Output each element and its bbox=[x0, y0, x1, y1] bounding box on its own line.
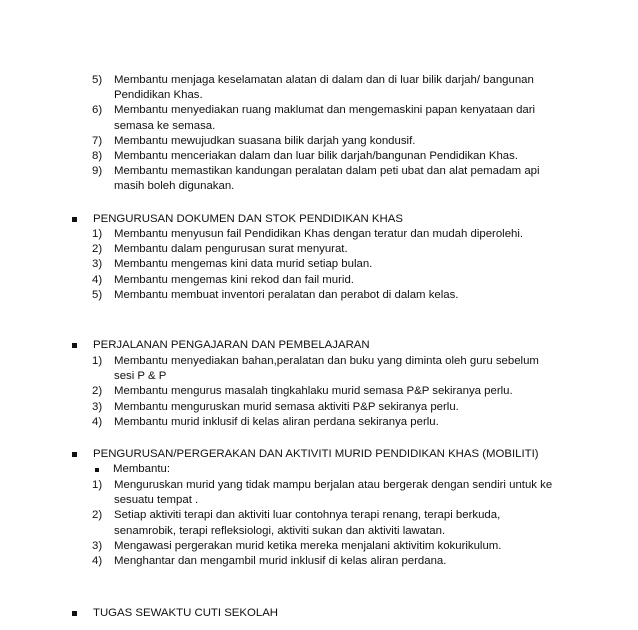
list-text: Membantu menyusun fail Pendidikan Khas dengan teratur dan mudah diperolehi. bbox=[114, 228, 524, 240]
list-number: 4) bbox=[92, 273, 103, 286]
section-mobiliti-heading bbox=[72, 447, 572, 477]
list-item bbox=[92, 554, 562, 569]
list-number: 2) bbox=[92, 385, 103, 398]
list-item bbox=[92, 288, 562, 303]
list-number: 3) bbox=[92, 258, 103, 271]
list-item bbox=[92, 415, 562, 430]
section-heading: PENGURUSAN DOKUMEN DAN STOK PENDIDIKAN KHAS bbox=[93, 213, 403, 225]
list-text: Menguruskan murid yang tidak mampu berjalan atau bergerak dengan sendiri untuk ke sesuatu tempat . bbox=[114, 479, 553, 507]
list-text: Membantu membuat inventori peralatan dan perabot di dalam kelas. bbox=[114, 288, 459, 301]
list-number: 5) bbox=[92, 288, 103, 301]
list-text: Setiap aktiviti terapi dan aktiviti luar contohnya terapi renang, terapi berkuda, senamrobik, terapi refleksiologi, aktiviti sukan dan aktiviti lawatan. bbox=[114, 509, 501, 537]
list-text: Membantu menyediakan bahan,peralatan dan buku yang diminta oleh guru sebelum sesi P & P bbox=[114, 355, 539, 383]
list-text: Membantu murid inklusif di kelas aliran perdana sekiranya perlu. bbox=[114, 415, 439, 428]
list-number: 2) bbox=[92, 243, 103, 256]
list-item bbox=[92, 400, 562, 415]
list-text: Membantu mengemas kini data murid setiap bulan. bbox=[114, 258, 373, 271]
bullet-icon bbox=[72, 217, 77, 222]
bullet-icon bbox=[72, 611, 77, 616]
section-dokumen-list bbox=[92, 227, 562, 303]
list-number: 3) bbox=[92, 400, 103, 413]
list-item bbox=[92, 508, 562, 538]
list-item bbox=[92, 384, 562, 399]
list-text: Mengawasi pergerakan murid ketika mereka menjalani aktivitim kokurikulum. bbox=[114, 539, 502, 552]
section-dokumen-heading bbox=[72, 212, 572, 227]
list-item bbox=[92, 242, 562, 257]
list-text: Membantu menyediakan ruang maklumat dan mengemaskini papan kenyataan dari semasa ke semasa. bbox=[114, 104, 536, 132]
list-number: 1) bbox=[92, 479, 103, 491]
list-text: Membantu mengurus masalah tingkahlaku murid semasa P&P sekiranya perlu. bbox=[114, 385, 513, 398]
list-number: 4) bbox=[92, 555, 103, 568]
section-cuti-heading bbox=[72, 606, 572, 621]
section-pengajaran-heading bbox=[72, 338, 572, 353]
list-item bbox=[92, 73, 562, 103]
section-heading: TUGAS SEWAKTU CUTI SEKOLAH bbox=[93, 607, 279, 619]
section-pengajaran-list bbox=[92, 354, 562, 430]
list-text: Membantu menceriakan dalam dan luar bilik darjah/bangunan Pendidikan Khas. bbox=[114, 150, 518, 163]
list-item bbox=[92, 149, 562, 164]
bullet-icon bbox=[72, 343, 77, 348]
section-heading: PERJALANAN PENGAJARAN DAN PEMBELAJARAN bbox=[93, 339, 370, 351]
list-item bbox=[92, 273, 562, 288]
list-item bbox=[92, 103, 562, 133]
list-item bbox=[92, 478, 562, 508]
sub-bullet-icon bbox=[95, 468, 99, 472]
list-text: Membantu dalam pengurusan surat menyurat. bbox=[114, 243, 348, 256]
section-heading: PENGURUSAN/PERGERAKAN DAN AKTIVITI MURID PENDIDIKAN KHAS (MOBILITI) bbox=[93, 448, 539, 460]
list-text: Membantu mewujudkan suasana bilik darjah yang kondusif. bbox=[114, 134, 416, 147]
list-number: 9) bbox=[92, 165, 103, 178]
list-text: Membantu menguruskan murid semasa aktiviti P&P sekiranya perlu. bbox=[114, 400, 459, 413]
section-mobiliti-list bbox=[92, 478, 562, 569]
list-number: 1) bbox=[92, 228, 103, 240]
list-text: Membantu menjaga keselamatan alatan di dalam dan di luar bilik darjah/ bangunan Pendidikan Khas. bbox=[114, 74, 534, 102]
bullet-icon bbox=[72, 452, 77, 457]
list-number: 7) bbox=[92, 134, 103, 147]
list-number: 2) bbox=[92, 509, 103, 522]
list-item bbox=[92, 164, 562, 194]
list-number: 1) bbox=[92, 355, 103, 367]
list-text: Membantu memastikan kandungan peralatan dalam peti ubat dan alat pemadam api masih boleh digunakan. bbox=[114, 165, 540, 193]
list-item bbox=[92, 354, 562, 384]
list-item bbox=[92, 134, 562, 149]
list-number: 6) bbox=[92, 104, 103, 117]
list-item bbox=[92, 227, 562, 242]
list-continued bbox=[92, 73, 562, 195]
list-text: Menghantar dan mengambil murid inklusif di kelas aliran perdana. bbox=[114, 555, 447, 568]
list-item bbox=[92, 539, 562, 554]
list-text: Membantu mengemas kini rekod dan fail murid. bbox=[114, 273, 354, 286]
sub-bullet-item bbox=[92, 462, 572, 477]
list-number: 5) bbox=[92, 74, 103, 86]
list-item bbox=[92, 257, 562, 272]
sub-bullet-text: Membantu: bbox=[113, 463, 170, 476]
list-number: 3) bbox=[92, 539, 103, 552]
list-number: 8) bbox=[92, 150, 103, 163]
list-number: 4) bbox=[92, 415, 103, 428]
